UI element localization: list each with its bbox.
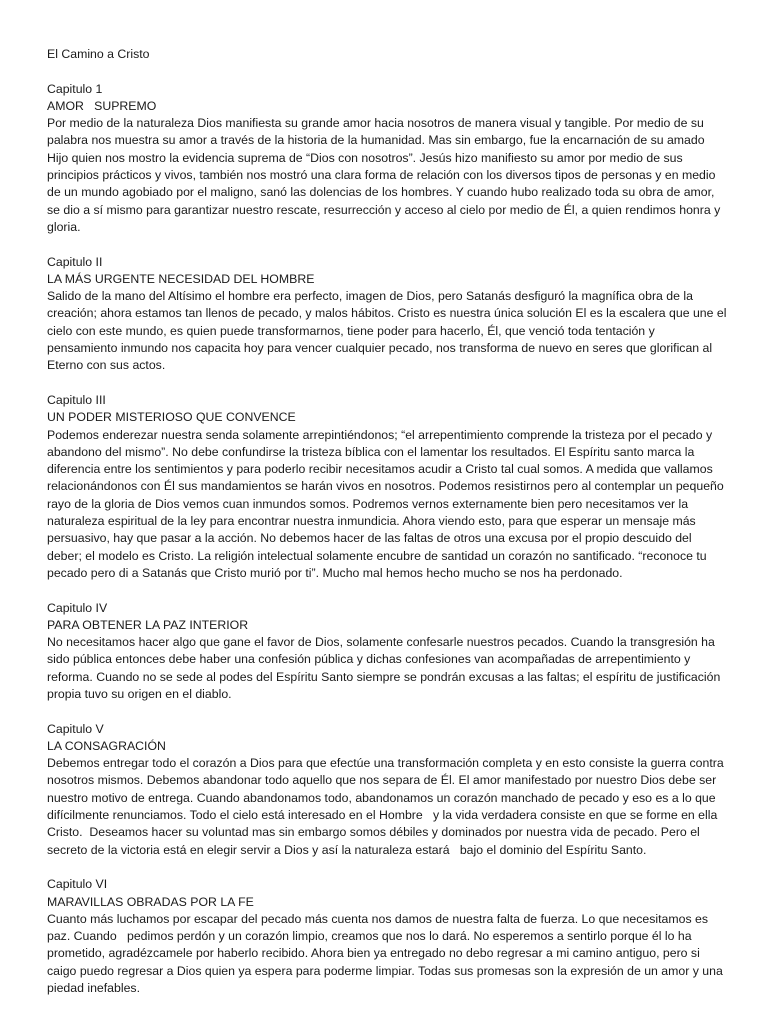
chapter-4 (47, 600, 727, 704)
chapter-heading: LA MÁS URGENTE NECESIDAD DEL HOMBRE (47, 271, 315, 286)
chapter-3 (47, 392, 727, 582)
chapter-label: Capitulo IV (47, 600, 108, 615)
chapter-body: Debemos entregar todo el corazón a Dios para que efectúe una transformación completa y en esto consiste la guerra contra nosotros mismos. Debemos abandonar todo aquello que nos separa de Él. El amor manifestado por nuestro Dios debe ser nuestro motivo de entrega. Cuando abandonamos todo, abandonamos un corazón manchado de pecado y eso es a lo que difícilmente renunciamos. Todo el cielo está interesado en el Hombre y la vida verdadera consiste en que se forme en ella Cristo. Deseamos hacer su voluntad mas sin embargo somos débiles y dominados por nuestra vida de pecado. Pero el secreto de la victoria está en elegir servir a Dios y así la naturaleza estará bajo el dominio del Espíritu Santo. (47, 756, 728, 857)
chapter-label: Capitulo II (47, 254, 103, 269)
chapter-heading: LA CONSAGRACIÓN (47, 738, 166, 753)
chapter-label: Capitulo III (47, 392, 106, 407)
chapter-heading: AMOR SUPREMO (47, 98, 157, 113)
document-page (47, 46, 730, 1015)
chapter-body: Salido de la mano del Altísimo el hombre era perfecto, imagen de Dios, pero Satanás desfiguró la magnífica obra de la creación; ahora estamos tan llenos de pecado, y malos hábitos. Cristo es nuestra única solución El es la escalera que une el cielo con este mundo, es quien puede transformarnos, tiene poder para hacerlo, Él, que venció toda tentación y pensamiento inmundo nos capacita hoy para vencer cualquier pecado, nos transforma de nuevo en seres que glorifican al Eterno con sus actos. (47, 289, 730, 373)
chapter-5 (47, 721, 727, 859)
chapter-heading: MARAVILLAS OBRADAS POR LA FE (47, 894, 254, 909)
chapter-label: Capitulo V (47, 721, 104, 736)
document-title: El Camino a Cristo (47, 47, 150, 61)
chapter-heading: PARA OBTENER LA PAZ INTERIOR (47, 617, 249, 632)
chapter-body: Podemos enderezar nuestra senda solamente arrepintiéndonos; “el arrepentimiento comprende la tristeza por el pecado y abandono del mismo”. No debe confundirse la tristeza bíblica con el lamentar los resultados. El Espíritu santo marca la diferencia entre los sentimientos y para poderlo recibir necesitamos acudir a Cristo tal cual somos. A medida que vallamos relacionándonos con Él sus mandamientos se harán vivos en nosotros. Podemos resistirnos pero al contemplar un pequeño rayo de la gloria de Dios vemos cuan inmundos somos. Podremos vernos externamente bien pero necesitamos ver la naturaleza espiritual de la ley para encontrar nuestra inmundicia. Ahora viendo esto, para que esperar un mensaje más persuasivo, hay que pasar a la acción. No debemos hacer de las faltas de otros una excusa por el propio descuido del deber; el modelo es Cristo. La religión intelectual solamente encubre de santidad un corazón no santificado. “reconoce tu pecado pero di a Satanás que Cristo murió por ti”. Mucho mal hemos hecho mucho se nos ha perdonado. (47, 427, 728, 580)
chapter-6 (47, 876, 727, 997)
chapter-1 (47, 81, 727, 237)
chapter-2 (47, 254, 730, 375)
chapter-body: Cuanto más luchamos por escapar del pecado más cuenta nos damos de nuestra falta de fuerza. Lo que necesitamos es paz. Cuando pedimos perdón y un corazón limpio, creamos que nos lo dará. No esperemos a sentirlo porque él lo ha prometido, agradézcamele por haberlo recibido. Ahora bien ya entregado no debo regresar a mi camino antiguo, pero si caigo puedo regresar a Dios quien ya espera para poderme limpiar. Todas sus promesas son la expresión de un amor y una piedad inefables. (47, 911, 727, 996)
chapter-label: Capitulo 1 (47, 81, 103, 96)
chapter-heading: UN PODER MISTERIOSO QUE CONVENCE (47, 410, 296, 425)
chapter-body: No necesitamos hacer algo que gane el favor de Dios, solamente confesarle nuestros pecados. Cuando la transgresión ha sido pública entonces debe haber una confesión pública y dichas confesiones van acompañadas de arrepentimiento y reforma. Cuando no se sede al podes del Espíritu Santo siempre se pondrán excusas a las faltas; el espíritu de justificación propia tuvo su origen en el diablo. (47, 635, 724, 701)
chapter-body: Por medio de la naturaleza Dios manifiesta su grande amor hacia nosotros de manera visual y tangible. Por medio de su palabra nos muestra su amor a través de la historia de la humanidad. Mas sin embargo, fue la encarnación de su amado Hijo quien nos mostro la evidencia suprema de “Dios con nosotros”. Jesús hizo manifiesto su amor por medio de sus principios prácticos y vivos, también nos mostró una clara forma de relación con los diversos tipos de personas y en medio de un mundo agobiado por el maligno, sanó las dolencias de los hombres. Y cuando hubo realizado toda su obra de amor, se dio a sí mismo para garantizar nuestro rescate, resurrección y acceso al cielo por medio de Él, a quien rendimos honra y gloria. (47, 116, 724, 234)
chapter-label: Capitulo VI (47, 877, 108, 892)
